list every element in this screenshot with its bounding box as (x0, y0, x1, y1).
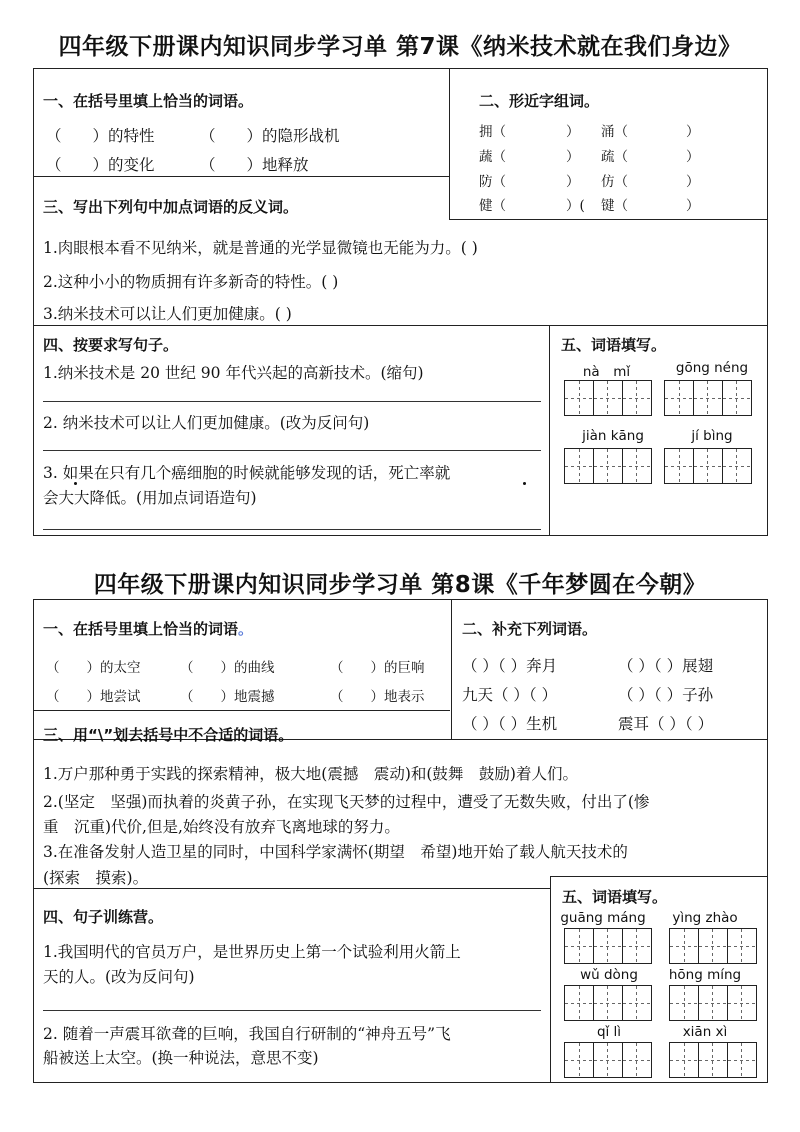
writing-grid (564, 985, 652, 1021)
char-pair-b-close: ） (686, 174, 700, 190)
fill-item: （ ）的隐形战机 (200, 127, 340, 145)
question-item: 2.这种小小的物质拥有许多新奇的特性。( ) (43, 273, 339, 291)
lesson7-title: 四年级下册课内知识同步学习单 第7课《纳米技术就在我们身边》 (58, 34, 742, 60)
divider (33, 710, 450, 711)
idiom-item: 九天（ ）（ ） (462, 686, 558, 704)
answer-line (43, 450, 541, 451)
lesson8-s1-heading (43, 618, 253, 639)
lesson7-s3-heading: 三、写出下列句中加点词语的反义词。 (43, 198, 299, 216)
char-pair-b: 键（ (601, 198, 628, 214)
lesson7-s5-heading: 五、词语填写。 (561, 336, 667, 354)
divider (451, 710, 452, 739)
answer-line (43, 529, 541, 530)
question-line: 3.在准备发射人造卫星的同时，中国科学家满怀(期望 希望)地开始了载人航天技术的 (43, 843, 628, 861)
emphasis-dot (74, 482, 77, 485)
writing-grid (669, 1042, 757, 1078)
question-item: 会大大降低。(用加点词语造句) (43, 489, 257, 507)
fill-item: （ ）地尝试 (46, 689, 141, 705)
char-pair-b: 仿（ (601, 174, 628, 190)
pinyin-label: guāng máng (560, 910, 646, 926)
question-item: 1.纳米技术是 20 世纪 90 年代兴起的高新技术。(缩句) (43, 364, 424, 382)
writing-grid (664, 380, 752, 416)
lesson7-s2-heading: 二、形近字组词。 (479, 92, 600, 110)
divider (33, 176, 450, 177)
char-pair-b: 涌（ (601, 124, 628, 140)
divider (451, 739, 768, 740)
question-item: 2. 随着一声震耳欲聋的巨响，我国自行研制的“神舟五号”飞 (43, 1025, 451, 1043)
char-pair-a-close: ） (566, 124, 580, 140)
pinyin-label: xiān xì (682, 1024, 728, 1040)
lesson7-s1-heading: 一、在括号里填上恰当的词语。 (43, 92, 254, 110)
fill-item: （ ）的曲线 (180, 660, 275, 676)
char-pair-b-close: ） (686, 198, 700, 214)
writing-grid (564, 380, 652, 416)
divider (33, 325, 768, 326)
pinyin-label: wǔ dòng (580, 967, 638, 983)
pinyin-label: yìng zhào (672, 910, 738, 926)
question-item: 天的人。(改为反问句) (43, 968, 195, 986)
fill-item: （ ）的变化 (46, 156, 155, 174)
fill-item: （ ）的太空 (46, 660, 141, 676)
question-item: 1.我国明代的官员万户，是世界历史上第一个试验利用火箭上 (43, 943, 461, 961)
emphasis-dot (523, 482, 526, 485)
char-pair-a: 防（ (479, 174, 506, 190)
fill-item: （ ）的巨响 (330, 660, 425, 676)
divider (451, 599, 452, 710)
lesson8-s3-heading: 三、用“\”划去括号中不合适的词语。 (43, 726, 294, 744)
pinyin-label: qǐ lì (596, 1024, 622, 1040)
heading-text: 一、在括号里填上恰当的词语 (43, 620, 239, 638)
char-pair-b-close: ） (686, 124, 700, 140)
fill-item: （ ）的特性 (46, 127, 155, 145)
pinyin-label: hōng míng (668, 967, 742, 983)
lesson8-s2-heading: 二、补充下列词语。 (462, 620, 598, 638)
question-item: 3. 如果在只有几个癌细胞的时候就能够发现的话，死亡率就 (43, 464, 451, 482)
idiom-item: （ ）（ ）子孙 (618, 686, 714, 704)
char-pair-b-close: ） (686, 149, 700, 165)
char-pair-a: 健（ (479, 198, 506, 214)
question-line: (探索 摸索)。 (43, 869, 149, 887)
question-line: 2.(坚定 坚强)而执着的炎黄子孙，在实现飞天梦的过程中，遭受了无数失败，付出了(惨 (43, 793, 650, 811)
divider (33, 888, 550, 889)
answer-line (43, 401, 541, 402)
idiom-item: （ ）（ ）奔月 (462, 657, 558, 675)
question-item: 3.纳米技术可以让人们更加健康。( ) (43, 305, 292, 323)
divider (549, 325, 550, 536)
writing-grid (564, 1042, 652, 1078)
fill-item: （ ）地释放 (200, 156, 309, 174)
pinyin-label: gōng néng (675, 360, 749, 376)
lesson7-s4-heading: 四、按要求写句子。 (43, 336, 179, 354)
pinyin-label: jiàn kāng (582, 428, 644, 444)
fill-item: （ ）地表示 (330, 689, 425, 705)
char-pair-b: 疏（ (601, 149, 628, 165)
answer-line (43, 1010, 541, 1011)
question-line: 1.万户那种勇于实践的探索精神，极大地(震撼 震动)和(鼓舞 鼓励)着人们。 (43, 765, 578, 783)
lesson8-title: 四年级下册课内知识同步学习单 第8课《千年梦圆在今朝》 (93, 572, 707, 598)
writing-grid (664, 448, 752, 484)
question-item: 2. 纳米技术可以让人们更加健康。(改为反问句) (43, 414, 370, 432)
lesson8-s4-heading: 四、句子训练营。 (43, 908, 164, 926)
pinyin-label: jí bìng (691, 428, 733, 444)
char-pair-a-close: ） (566, 149, 580, 165)
writing-grid (669, 985, 757, 1021)
char-pair-a-close: ） (566, 174, 580, 190)
idiom-item: 震耳（ ）（ ） (618, 715, 714, 733)
writing-grid (564, 448, 652, 484)
char-pair-a-close: ）( (566, 198, 585, 214)
question-item: 船被送上太空。(换一种说法，意思不变) (43, 1049, 319, 1067)
pinyin-label: nà mǐ (582, 364, 631, 380)
question-item: 1.肉眼根本看不见纳米，就是普通的光学显微镜也无能为力。( ) (43, 239, 478, 257)
fill-item: （ ）地震撼 (180, 689, 275, 705)
question-line: 重 沉重)代价,但是,始终没有放弃飞离地球的努力。 (43, 818, 400, 836)
idiom-item: （ ）（ ）展翅 (618, 657, 714, 675)
writing-grid (669, 928, 757, 964)
char-pair-a: 拥（ (479, 124, 506, 140)
heading-dot: 。 (238, 620, 254, 638)
idiom-item: （ ）（ ）生机 (462, 715, 558, 733)
lesson8-s5-heading: 五、词语填写。 (562, 888, 668, 906)
writing-grid (564, 928, 652, 964)
char-pair-a: 蔬（ (479, 149, 506, 165)
